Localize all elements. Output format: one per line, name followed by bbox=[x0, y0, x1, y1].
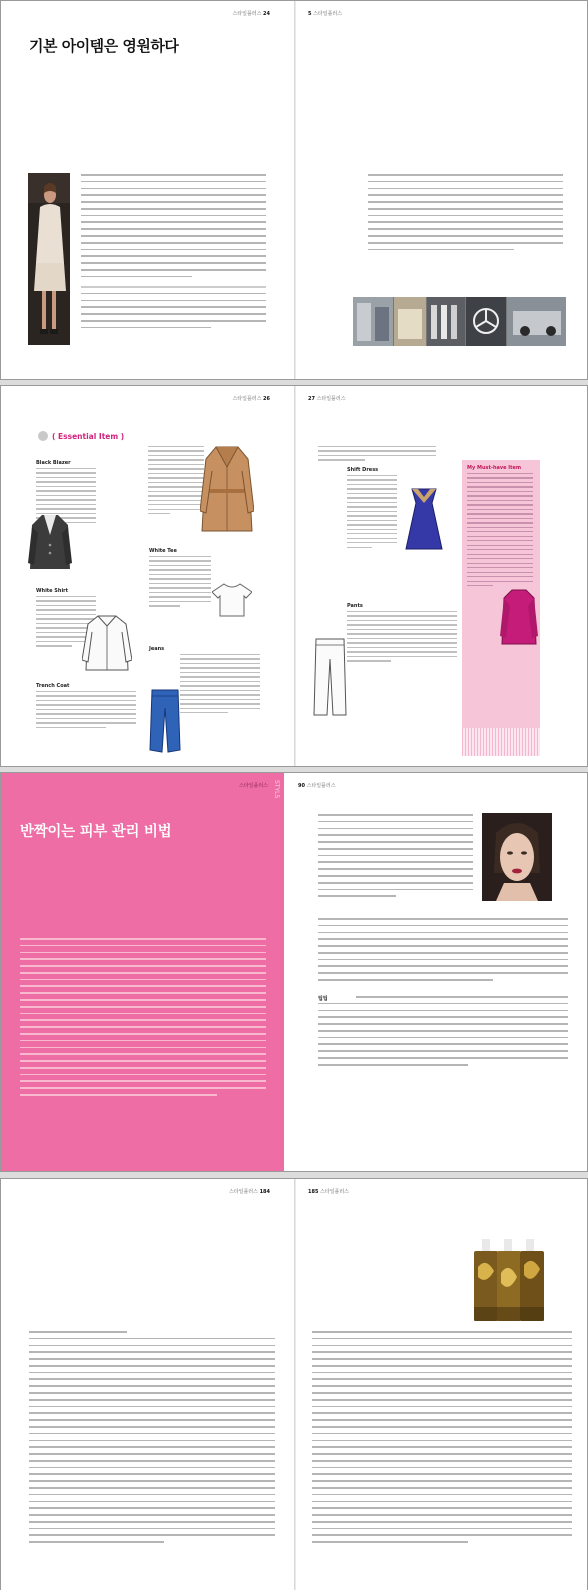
spread-4 bbox=[0, 1178, 588, 1590]
heading-white-tee: White Tee bbox=[149, 548, 177, 554]
folio-label: 스타일플러스 bbox=[316, 396, 346, 402]
heading-jeans: Jeans bbox=[149, 646, 165, 652]
bullet-dot-icon bbox=[38, 431, 48, 441]
page-5 bbox=[296, 1, 588, 379]
article-body-left-2 bbox=[81, 286, 266, 333]
page-185 bbox=[296, 1179, 588, 1590]
woman-in-white-dress-photo bbox=[28, 173, 70, 345]
text-white-tee bbox=[149, 556, 211, 610]
text-jeans bbox=[180, 654, 260, 717]
heading-shift-dress: Shift Dress bbox=[347, 467, 379, 473]
text-right-top bbox=[318, 446, 436, 464]
cosmetic-bottles-photo bbox=[468, 1237, 550, 1323]
tip-label: 팁팁 bbox=[318, 996, 328, 1002]
folio-label: 스타일플러스 bbox=[228, 1189, 258, 1195]
side-code: STYL5 bbox=[273, 780, 280, 799]
white-tee-illustration bbox=[212, 582, 252, 618]
page-184 bbox=[1, 1179, 294, 1590]
feature-body-top bbox=[318, 814, 473, 902]
jeans-illustration bbox=[148, 688, 182, 754]
folio-label: 스타일플러스 bbox=[320, 1189, 350, 1195]
text-pants bbox=[347, 611, 457, 665]
article-body-right bbox=[368, 174, 563, 255]
folio-184 bbox=[229, 1188, 270, 1195]
model-portrait-photo bbox=[482, 813, 552, 901]
feature-body-bottom bbox=[318, 996, 568, 1071]
feature-body-middle bbox=[318, 918, 568, 986]
article-body-left bbox=[81, 174, 266, 283]
body-text-184 bbox=[29, 1331, 275, 1548]
black-blazer-illustration bbox=[28, 513, 72, 573]
folio-185 bbox=[308, 1188, 349, 1195]
heading-white-shirt: White Shirt bbox=[36, 588, 69, 594]
barcode-strip bbox=[462, 728, 540, 756]
folio-label: 스타일플러스 bbox=[313, 11, 343, 17]
page-24 bbox=[1, 1, 294, 379]
heading-black-blazer: Black Blazer bbox=[36, 460, 71, 466]
magenta-top-illustration bbox=[500, 588, 538, 646]
shift-dress-illustration bbox=[402, 487, 446, 551]
body-text-185 bbox=[312, 1331, 572, 1548]
folio-24 bbox=[232, 10, 270, 17]
page-title: 기본 아이템은 영원하다 bbox=[29, 37, 179, 55]
heading-trench-coat: Trench Coat bbox=[36, 683, 70, 689]
folio-label: 스타일플러스 bbox=[306, 783, 336, 789]
essential-item-badge: ( Essential Item ) bbox=[52, 432, 125, 441]
store-photo-strip bbox=[353, 297, 566, 346]
spread-1 bbox=[0, 0, 588, 380]
folio-5 bbox=[308, 10, 342, 17]
folio-89 bbox=[239, 782, 268, 789]
folio-number: 184 bbox=[259, 1189, 270, 1195]
text-shift-dress bbox=[347, 475, 397, 551]
white-shirt-illustration bbox=[82, 614, 132, 672]
heading-pants: Pants bbox=[347, 603, 363, 609]
folio-label: 스타일플러스 bbox=[232, 11, 262, 17]
folio-26 bbox=[232, 395, 270, 402]
folio-number: 90 bbox=[298, 783, 305, 789]
text-top-column bbox=[148, 446, 204, 518]
folio-number: 185 bbox=[308, 1189, 319, 1195]
trench-coat-illustration bbox=[200, 445, 254, 535]
folio-27 bbox=[308, 395, 346, 402]
must-have-item-text bbox=[467, 473, 533, 590]
must-have-item-title: My Must-have Item bbox=[467, 465, 522, 471]
text-trench-coat bbox=[36, 691, 136, 731]
folio-90 bbox=[298, 782, 336, 789]
folio-number: 5 bbox=[308, 11, 312, 17]
folio-number: 26 bbox=[263, 396, 270, 402]
folio-label: 스타일플러스 bbox=[239, 783, 268, 789]
feature-intro-text bbox=[20, 938, 266, 1101]
feature-title: 반짝이는 피부 관리 비법 bbox=[20, 824, 172, 840]
folio-number: 27 bbox=[308, 396, 315, 402]
folio-number: 24 bbox=[263, 11, 270, 17]
pants-illustration bbox=[312, 637, 348, 717]
folio-label: 스타일플러스 bbox=[232, 396, 262, 402]
